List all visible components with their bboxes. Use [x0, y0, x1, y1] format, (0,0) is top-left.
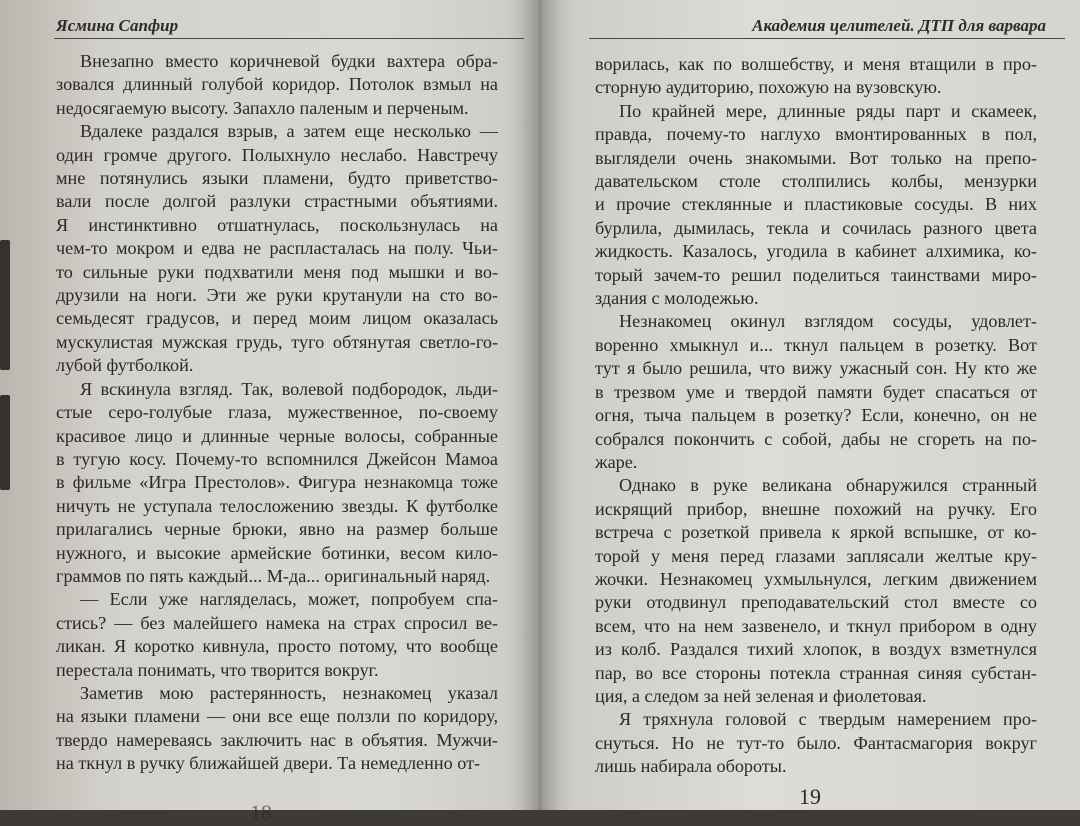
text-line: твердо намереваясь заключить нас в объятия. Мужчи-: [56, 729, 498, 750]
paragraph: [56, 120, 498, 377]
text-line: торый зачем-то решил поделиться таинствами миро-: [595, 264, 1037, 285]
text-line: жидкость. Казалось, угодила в кабинет алхимика, ко-: [595, 241, 1037, 262]
text-line: стись? — без малейшего намека на страх спросил ве-: [56, 612, 498, 633]
text-line: зовался длинный голубой коридор. Потолок взмыл на: [56, 74, 498, 95]
text-line: и прочие стеклянные и пластиковые сосуды. В них: [595, 194, 1037, 215]
text-line: Я тряхнула головой с твердым намерением про-: [619, 709, 1037, 730]
header-rule: [589, 38, 1065, 39]
text-line: Незнакомец окинул взглядом сосуды, удовлет-: [619, 311, 1037, 332]
text-line: выглядели очень знакомыми. Вот только на препо-: [595, 147, 1037, 168]
text-line: По крайней мере, длинные ряды парт и скамеек,: [619, 100, 1037, 121]
text-line: Вдалеке раздался взрыв, а затем еще несколько —: [80, 121, 498, 142]
text-line: ликан. Я коротко кивнула, просто потому, что вообще: [56, 636, 498, 657]
right-page-body: [595, 53, 1037, 779]
paragraph: [595, 708, 1037, 778]
text-line: недосягаемую высоту. Запахло паленым и перченым.: [56, 97, 469, 118]
text-line: красивое лицо и длинные черные волосы, собранные: [56, 425, 498, 446]
text-line: в фильме «Игра Престолов». Фигура незнакомца тоже: [56, 472, 498, 493]
text-line: давательском столе столпились колбы, мензурки: [595, 171, 1037, 192]
paragraph: [56, 378, 498, 589]
header-rule: [54, 38, 524, 39]
left-page: [0, 0, 540, 825]
page-number-right: 19: [799, 784, 821, 809]
paragraph: [595, 53, 1037, 100]
text-line: тут я было решила, что вижу ужасный сон. Ну кто же: [595, 358, 1037, 379]
text-line: в тугую косу. Почему-то вспомнился Джейсон Мамоа: [56, 448, 498, 469]
text-line: искрящий прибор, внешне похожий на ручку. Его: [595, 498, 1037, 519]
text-line: руки отодвинул преподавательский стол вместе со: [595, 592, 1037, 613]
right-page: [545, 0, 1080, 810]
paragraph: [56, 50, 498, 120]
text-line: Однако в руке великана обнаружился странный: [619, 475, 1037, 496]
text-line: торой у меня перед глазами заплясали желтые кру-: [595, 545, 1037, 566]
text-line: собрался покончить с собой, дабы не сгореть на по-: [595, 428, 1037, 449]
paragraph: [56, 682, 498, 776]
text-line: воренно хмыкнул и... ткнул пальцем в розетку. Вот: [595, 334, 1037, 355]
text-line: бурлила, дымилась, текла и сочилась разного цвета: [595, 217, 1037, 238]
text-line: ция, а следом за ней зеленая и фиолетовая.: [595, 685, 927, 706]
text-line: снуться. Но не тут-то было. Фантасмагория вокруг: [595, 732, 1037, 753]
text-line: здания с молодежью.: [595, 288, 759, 309]
text-line: Я вскинула взгляд. Так, волевой подбородок, льди-: [80, 378, 498, 399]
text-line: огня, тыча пальцем в розетку? Если, конечно, он не: [595, 405, 1037, 426]
left-page-body: [56, 50, 498, 776]
text-line: пар, во все стороны потекла странная синяя субстан-: [595, 662, 1037, 683]
text-line: мускулистая мужская грудь, туго обтянутая светло-го-: [56, 331, 498, 352]
text-line: вали после долгой разлуки страстными объятиями.: [56, 191, 498, 212]
paragraph: [56, 588, 498, 682]
text-line: — Если уже нагляделась, может, попробуем спа-: [80, 589, 498, 610]
text-line: на языки пламени — они все еще ползли по коридору,: [56, 706, 498, 727]
text-line: Внезапно вместо коричневой будки вахтера обра-: [80, 51, 498, 71]
text-line: жочки. Незнакомец ухмыльнулся, легким движением: [595, 568, 1037, 589]
text-line: в трезвом уме и твердой памяти будет спасаться от: [595, 381, 1037, 402]
text-line: чем-то мокром и едва не распласталась на полу. Чьи-: [56, 238, 498, 259]
text-line: мне потянулись языки пламени, будто приветство-: [56, 168, 498, 189]
text-line: встреча с розеткой привела к яркой вспышке, от ко-: [595, 522, 1037, 543]
running-head-title: Академия целителей. ДТП для варвара: [752, 16, 1046, 35]
text-line: Я инстинктивно отшатнулась, поскользнулась на: [56, 214, 498, 235]
text-line: Заметив мою растерянность, незнакомец указал: [80, 682, 498, 703]
text-line: правда, почему-то наглухо вмонтированных в пол,: [595, 124, 1037, 145]
text-line: из колб. Раздался тихий хлопок, в воздух взметнулся: [595, 639, 1037, 660]
paragraph: [595, 310, 1037, 474]
text-line: стые серо-голубые глаза, мужественное, по-своему: [56, 402, 498, 423]
text-line: жаре.: [595, 451, 638, 472]
text-line: семьдесят градусов, и перед моим лицом оказалась: [56, 308, 498, 329]
text-line: лишь набирала обороты.: [595, 756, 787, 777]
page-number-left: 18: [250, 800, 272, 825]
text-line: граммов по пять каждый... М-да... оригинальный наряд.: [56, 565, 491, 586]
paragraph: [595, 474, 1037, 708]
text-line: прилагались черные брюки, явно на размер больше: [56, 519, 498, 540]
text-line: один громче другого. Полыхнуло неслабо. Навстречу: [56, 144, 498, 165]
paragraph: [595, 100, 1037, 311]
text-line: всем, что на нем зазвенело, и ткнул прибором в одну: [595, 615, 1037, 636]
text-line: ничуть не уступала телосложению звезды. К футболке: [56, 495, 498, 516]
running-head-author: Ясмина Сапфир: [56, 16, 179, 35]
text-line: ворилась, как по волшебству, и меня втащили в про-: [595, 54, 1037, 74]
text-line: сторную аудиторию, похожую на вузовскую.: [595, 77, 942, 98]
text-line: перестала понимать, что творится вокруг.: [56, 659, 379, 680]
text-line: друзили на ноги. Эти же руки крутанули на сто во-: [56, 285, 498, 306]
text-line: на ткнул в ручку ближайшей двери. Та немедленно от-: [56, 753, 481, 774]
text-line: то сильные руки подхватили меня под мышки и во-: [56, 261, 498, 282]
text-line: лубой футболкой.: [56, 355, 194, 376]
text-line: нужного, и высокие армейские ботинки, весом кило-: [56, 542, 498, 563]
